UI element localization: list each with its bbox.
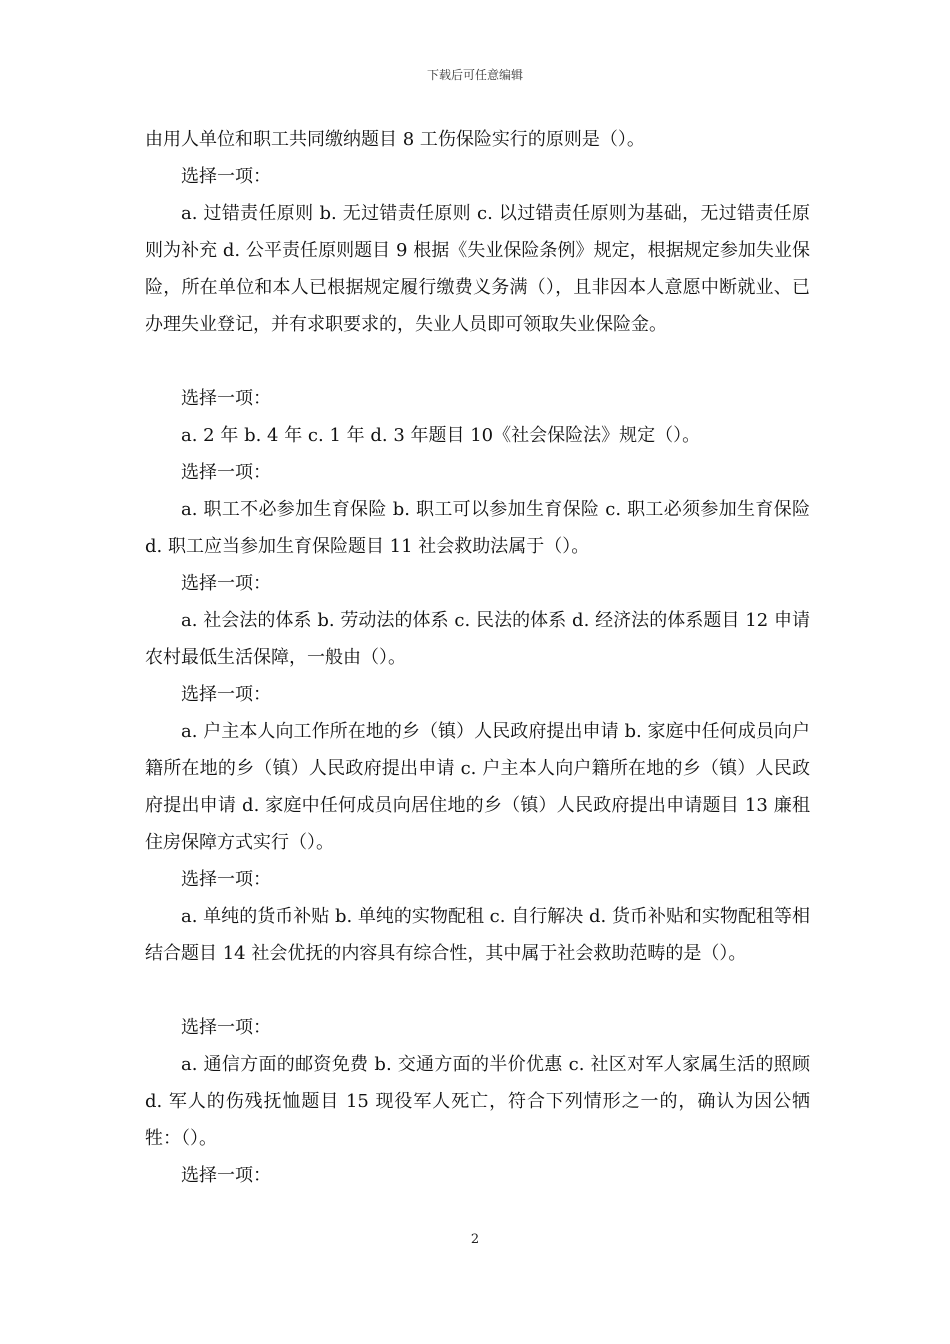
question-paragraph: a. 职工不必参加生育保险 b. 职工可以参加生育保险 c. 职工必须参加生育保险 d. 职工应当参加生育保险题目 11 社会救助法属于（）。 xyxy=(145,499,810,557)
question-paragraph: a. 单纯的货币补贴 b. 单纯的实物配租 c. 自行解决 d. 货币补贴和实物配租等相结合题目 14 社会优抚的内容具有综合性，其中属于社会救助范畴的是（）。 xyxy=(145,906,810,964)
choose-one-label: 选择一项： xyxy=(181,573,271,594)
page-number: 2 xyxy=(470,1232,480,1247)
document-body xyxy=(145,121,810,1194)
question-paragraph: a. 过错责任原则 b. 无过错责任原则 c. 以过错责任原则为基础，无过错责任原则为补充 d. 公平责任原则题目 9 根据《失业保险条例》规定，根据规定参加失业保险，所在单位和本人已根据规定履行缴费义务满（），且非因本人意愿中断就业、已办理失业登记，并有求职要求的，失业人员即可领取失业保险金。 xyxy=(145,203,810,335)
page-header: 下载后可任意编辑 xyxy=(426,68,523,82)
question-paragraph: a. 户主本人向工作所在地的乡（镇）人民政府提出申请 b. 家庭中任何成员向户籍所在地的乡（镇）人民政府提出申请 c. 户主本人向户籍所在地的乡（镇）人民政府提出申请 d. 家庭中任何成员向居住地的乡（镇）人民政府提出申请题目 13 廉租住房保障方式实行（）。 xyxy=(145,721,810,853)
question-paragraph: a. 2 年 b. 4 年 c. 1 年 d. 3 年题目 10《社会保险法》规定（）。 xyxy=(181,425,701,446)
question-paragraph: a. 通信方面的邮资免费 b. 交通方面的半价优惠 c. 社区对军人家属生活的照顾 d. 军人的伤残抚恤题目 15 现役军人死亡，符合下列情形之一的，确认为因公牺牲：（）。 xyxy=(145,1054,810,1149)
choose-one-label: 选择一项： xyxy=(181,388,271,409)
choose-one-label: 选择一项： xyxy=(181,684,271,705)
choose-one-label: 选择一项： xyxy=(181,166,271,187)
question-paragraph: a. 社会法的体系 b. 劳动法的体系 c. 民法的体系 d. 经济法的体系题目 12 申请农村最低生活保障，一般由（）。 xyxy=(145,610,810,668)
choose-one-label: 选择一项： xyxy=(181,462,271,483)
paragraph-spacer xyxy=(145,972,810,1009)
choose-one-label: 选择一项： xyxy=(181,1017,271,1038)
paragraph-spacer xyxy=(145,343,810,380)
choose-one-label: 选择一项： xyxy=(181,869,271,890)
choose-one-label: 选择一项： xyxy=(181,1165,271,1186)
question-paragraph: 由用人单位和职工共同缴纳题目 8 工伤保险实行的原则是（）。 xyxy=(145,129,645,150)
